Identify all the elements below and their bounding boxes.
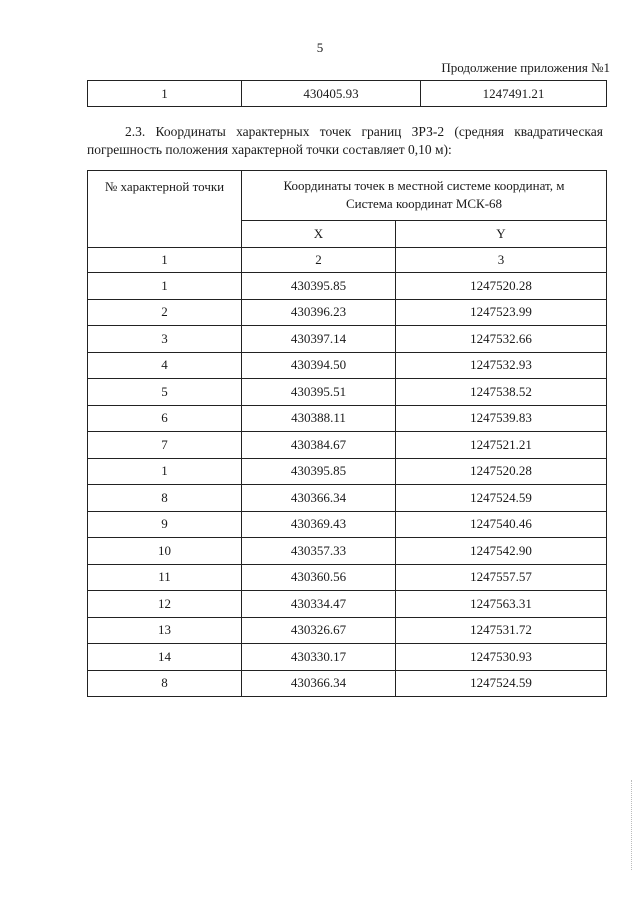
table-row <box>88 432 607 459</box>
point-number-cell: 6 <box>88 405 242 432</box>
x-coordinate-cell: 430384.67 <box>242 432 396 459</box>
table-row <box>88 617 607 644</box>
table-row <box>88 591 607 618</box>
y-coordinate-cell: 1247531.72 <box>396 617 607 644</box>
point-number-cell: 8 <box>88 670 242 697</box>
y-coordinate-cell: 1247524.59 <box>396 670 607 697</box>
x-coordinate-cell: 430397.14 <box>242 326 396 353</box>
y-coordinate-cell: 1247520.28 <box>396 273 607 300</box>
point-number-cell: 12 <box>88 591 242 618</box>
y-coordinate-cell: 1247540.46 <box>396 511 607 538</box>
column-number-row <box>88 248 607 273</box>
table-row <box>88 81 607 107</box>
y-coordinate-cell: 1247520.28 <box>396 458 607 485</box>
point-number-cell: 4 <box>88 352 242 379</box>
table-row <box>88 458 607 485</box>
point-number-cell: 13 <box>88 617 242 644</box>
table-row <box>88 379 607 406</box>
y-coordinate-cell: 1247521.21 <box>396 432 607 459</box>
table-row <box>88 299 607 326</box>
point-number-cell: 5 <box>88 379 242 406</box>
y-coordinate-cell: 1247530.93 <box>396 644 607 671</box>
table-row <box>88 511 607 538</box>
x-coordinate-cell: 430326.67 <box>242 617 396 644</box>
y-coordinate-cell: 1247542.90 <box>396 538 607 565</box>
table-row <box>88 405 607 432</box>
x-coordinate-cell: 430360.56 <box>242 564 396 591</box>
scan-margin-mark <box>630 780 632 870</box>
x-coordinate-cell: 430369.43 <box>242 511 396 538</box>
point-number-cell: 11 <box>88 564 242 591</box>
x-coordinate-cell: 430395.85 <box>242 458 396 485</box>
x-coordinate-cell: 430395.51 <box>242 379 396 406</box>
x-coordinate-cell: 430357.33 <box>242 538 396 565</box>
header-y: Y <box>396 220 607 248</box>
y-coordinate-cell: 1247524.59 <box>396 485 607 512</box>
column-number: 1 <box>88 248 242 273</box>
point-number-cell: 8 <box>88 485 242 512</box>
table-row <box>88 326 607 353</box>
y-coordinate-cell: 1247563.31 <box>396 591 607 618</box>
table-row <box>88 485 607 512</box>
coordinates-table <box>87 170 607 697</box>
x-coordinate-cell: 430366.34 <box>242 670 396 697</box>
table-row <box>88 352 607 379</box>
running-header: Продолжение приложения №1 <box>441 60 610 75</box>
x-coordinate-cell: 430388.11 <box>242 405 396 432</box>
point-number-cell: 3 <box>88 326 242 353</box>
point-number-cell: 2 <box>88 299 242 326</box>
x-coordinate-cell: 430395.85 <box>242 273 396 300</box>
point-number-cell: 10 <box>88 538 242 565</box>
table-row <box>88 538 607 565</box>
table-row <box>88 564 607 591</box>
y-coordinate-cell: 1247532.93 <box>396 352 607 379</box>
point-number-cell: 1 <box>88 81 242 107</box>
point-number-cell: 1 <box>88 458 242 485</box>
header-x: X <box>242 220 396 248</box>
point-number-cell: 9 <box>88 511 242 538</box>
table-row <box>88 273 607 300</box>
point-number-cell: 14 <box>88 644 242 671</box>
continuation-table <box>87 80 607 107</box>
header-coordinate-system: Система координат МСК-68 <box>345 196 503 212</box>
table-header-row <box>88 171 607 221</box>
table-row <box>88 670 607 697</box>
x-coordinate-cell: 430330.17 <box>242 644 396 671</box>
x-coordinate-cell: 430396.23 <box>242 299 396 326</box>
y-coordinate-cell: 1247538.52 <box>396 379 607 406</box>
y-coordinate-cell: 1247557.57 <box>396 564 607 591</box>
table-row <box>88 644 607 671</box>
y-coordinate-cell: 1247491.21 <box>421 81 607 107</box>
x-coordinate-cell: 430394.50 <box>242 352 396 379</box>
header-coordinates <box>242 171 607 221</box>
point-number-cell: 1 <box>88 273 242 300</box>
y-coordinate-cell: 1247539.83 <box>396 405 607 432</box>
page-number: 5 <box>316 40 324 55</box>
x-coordinate-cell: 430334.47 <box>242 591 396 618</box>
header-coordinates-title: Координаты точек в местной системе координат, м <box>283 178 565 194</box>
section-paragraph: 2.3. Координаты характерных точек границ ЗРЗ-2 (средняя квадратическая погрешность положения характерной точки составляет 0,10 м): <box>87 124 603 157</box>
column-number: 3 <box>396 248 607 273</box>
header-point-number: № характерной точки <box>88 171 242 248</box>
x-coordinate-cell: 430405.93 <box>242 81 421 107</box>
column-number: 2 <box>242 248 396 273</box>
y-coordinate-cell: 1247523.99 <box>396 299 607 326</box>
x-coordinate-cell: 430366.34 <box>242 485 396 512</box>
y-coordinate-cell: 1247532.66 <box>396 326 607 353</box>
point-number-cell: 7 <box>88 432 242 459</box>
